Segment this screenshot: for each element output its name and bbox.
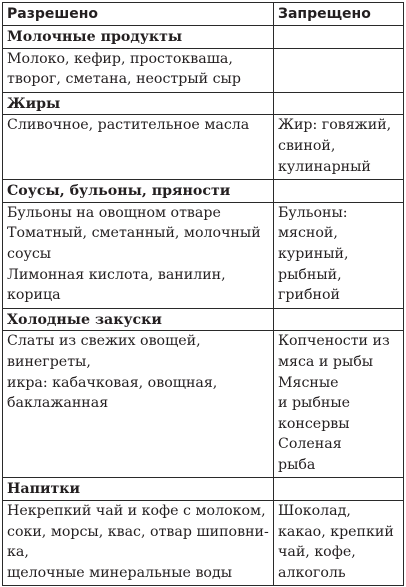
forbidden-line: чай, кофе, <box>278 544 356 561</box>
allowed-line: щелочные минеральные воды <box>7 564 233 581</box>
allowed-line: Слаты из свежих овощей, <box>7 333 201 350</box>
allowed-cell <box>3 48 274 92</box>
section-body-row <box>3 202 404 308</box>
forbidden-line: консервы <box>278 415 350 432</box>
allowed-line: Бульоны на овощном отваре <box>7 204 221 221</box>
forbidden-cell <box>274 48 404 92</box>
forbidden-cell <box>274 501 404 586</box>
section-title-empty-cell <box>274 180 404 203</box>
allowed-line: икра: кабачковая, овощная, <box>7 374 218 391</box>
section-body-row <box>3 501 404 586</box>
forbidden-cell <box>274 202 404 308</box>
forbidden-line: мяса и рыбы <box>278 353 374 370</box>
forbidden-line: и рыбные <box>278 395 351 412</box>
forbidden-line: Мясные <box>278 374 339 391</box>
forbidden-line: Шоколад, <box>278 503 351 520</box>
allowed-cell <box>3 202 274 308</box>
allowed-line: Лимонная кислота, ванилин, <box>7 266 226 283</box>
allowed-line: творог, сметана, неострый сыр <box>7 71 241 88</box>
allowed-cell <box>3 501 274 586</box>
forbidden-line: свиной, <box>278 137 336 154</box>
header-forbidden: Запрещено <box>274 3 404 26</box>
section-body-row <box>3 115 404 180</box>
forbidden-line: рыбный, <box>278 266 342 283</box>
section-title: Молочные продукты <box>3 26 274 49</box>
table-header-row <box>3 3 404 26</box>
allowed-line: ка, <box>7 544 29 561</box>
section-title-row <box>3 92 404 115</box>
section-title-empty-cell <box>274 26 404 49</box>
allowed-line: Молоко, кефир, простокваша, <box>7 50 233 67</box>
section-title-row <box>3 26 404 49</box>
header-allowed: Разрешено <box>3 3 274 26</box>
section-title-row <box>3 308 404 331</box>
forbidden-cell <box>274 115 404 180</box>
allowed-cell <box>3 115 274 180</box>
section-title: Соусы, бульоны, пряности <box>3 180 274 203</box>
forbidden-line: мясной, <box>278 225 338 242</box>
forbidden-cell <box>274 331 404 478</box>
forbidden-line: Копчености из <box>278 333 390 350</box>
section-body-row <box>3 48 404 92</box>
forbidden-line: куриный, <box>278 245 349 262</box>
forbidden-line: Жир: говяжий, <box>278 117 392 134</box>
forbidden-line: рыба <box>278 456 316 473</box>
allowed-line: баклажанная <box>7 395 109 412</box>
forbidden-line: Бульоны: <box>278 204 348 221</box>
section-body-row <box>3 331 404 478</box>
section-title: Жиры <box>3 92 274 115</box>
allowed-line: корица <box>7 287 61 304</box>
section-title: Напитки <box>3 478 274 501</box>
allowed-line: винегреты, <box>7 353 91 370</box>
forbidden-line: Соленая <box>278 436 342 453</box>
allowed-cell <box>3 331 274 478</box>
forbidden-line: какао, крепкий <box>278 523 394 540</box>
allowed-line: соки, морсы, квас, отвар шиповни- <box>7 523 269 540</box>
forbidden-line: алкоголь <box>278 564 346 581</box>
forbidden-line: грибной <box>278 287 340 304</box>
section-title-row <box>3 180 404 203</box>
section-title-empty-cell <box>274 308 404 331</box>
forbidden-line: кулинарный <box>278 158 371 175</box>
allowed-line: Некрепкий чай и кофе с молоком, <box>7 503 266 520</box>
section-title-row <box>3 478 404 501</box>
diet-table <box>2 2 404 586</box>
section-title: Холодные закуски <box>3 308 274 331</box>
allowed-line: соусы <box>7 245 52 262</box>
section-title-empty-cell <box>274 478 404 501</box>
section-title-empty-cell <box>274 92 404 115</box>
allowed-line: Томатный, сметанный, молочный <box>7 225 261 242</box>
allowed-line: Сливочное, растительное масла <box>7 117 250 134</box>
